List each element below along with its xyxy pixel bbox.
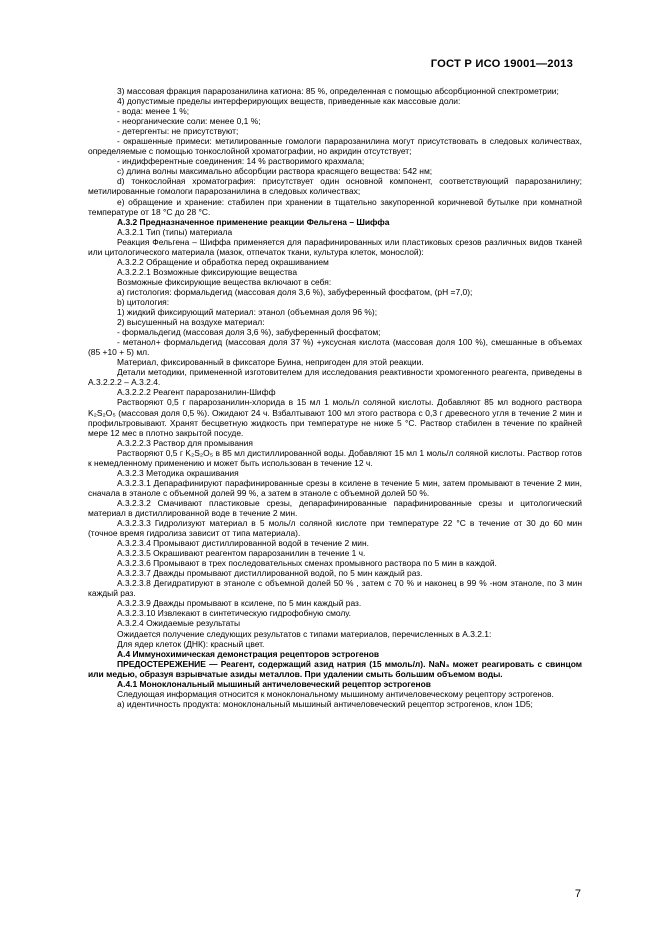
paragraph: Растворяют 0,5 г K₂S₂O₅ в 85 мл дистиллированной воды. Добавляют 15 мл 1 моль/л соляной кислоты. Раствор готов к немедленному применению и может быть использован в течение 12 ч. [88, 447, 582, 468]
paragraph: - метанол+ формальдегид (массовая доля 37 %) +уксусная кислота (массовая доля 100 %), смешанные в объемах (85 +10 + 5) мл. [88, 337, 582, 358]
paragraph: - детергенты: не присутствуют; [117, 126, 239, 137]
paragraph: Материал, фиксированный в фиксаторе Буина, непригоден для этой реакции. [117, 357, 424, 368]
paragraph: a) гистология: формальдегид (массовая доля 3,6 %), забуференный фосфатом, (рН =7,0); [117, 286, 473, 297]
paragraph: d) тонкослойная хроматография: присутствует один основной компонент, соответствующий парарозанилину; метилированные гомологи парарозанилина в следовых количествах; [88, 176, 582, 197]
paragraph: А.3.2.2.2 Реагент парарозанилин-Шифф [117, 387, 276, 398]
paragraph: А.3.2.3.2 Смачивают пластиковые срезы, депарафинированные парафинированные срезы и цитологический материал в дистиллированной воде в течение 2 мин. [88, 497, 582, 518]
paragraph: - вода: менее 1 %; [117, 106, 190, 117]
paragraph: А.3.2.3.8 Дегидратируют в этаноле с объемной долей 50 % , затем с 70 % и наконец в 99 % -ном этаноле, по 3 мин каждый раз. [88, 578, 582, 599]
paragraph: 1) жидкий фиксирующий материал: этанол (объемная доля 96 %); [117, 307, 378, 318]
paragraph: - окрашенные примеси: метилированные гомологи парарозанилина могут присутствовать в следовых количествах, определяемые с помощью тонкослойной хроматографии, но акридин отсутствует; [88, 136, 582, 157]
paragraph: c) длина волны максимально абсорбции раствора красящего вещества: 542 нм; [117, 166, 433, 177]
paragraph: - индифферентные соединения: 14 % растворимого крахмала; [117, 156, 365, 167]
paragraph: - неорганические соли: менее 0,1 %; [117, 116, 261, 127]
document-body [88, 86, 582, 709]
paragraph: А.3.2.3.3 Гидролизуют материал в 5 моль/л соляной кислоте при температуре 22 °С в течение от 30 до 60 мин (точное время гидролиза зависит от типа материала). [88, 518, 582, 539]
paragraph: Возможные фиксирующие вещества включают в себя: [117, 276, 332, 287]
paragraph: А.3.2.3.6 Промывают в трех последовательных сменах промывного раствора по 5 мин в каждой. [117, 558, 497, 569]
paragraph: Ожидается получение следующих результатов с типами материалов, перечисленных в А.3.2.1: [117, 628, 492, 639]
paragraph: 2) высушенный на воздухе материал: [117, 317, 265, 328]
paragraph: А.3.2.4 Ожидаемые результаты [117, 618, 241, 629]
paragraph: Следующая информация относится к моноклональному мышиному античеловеческому рецептору эстрогенов. [117, 688, 554, 699]
paragraph: А.3.2.3.1 Депарафинируют парафинированные срезы в ксилене в течение 5 мин, затем промывают в течение 2 мин, сначала в этаноле с объемной долей 99 %, а затем в этаноле с объемной долей 50 %. [88, 477, 582, 498]
paragraph: А.3.2.3.5 Окрашивают реагентом парарозанилин в течение 1 ч. [117, 548, 366, 559]
paragraph: - формальдегид (массовая доля 3,6 %), забуференный фосфатом; [117, 327, 381, 338]
paragraph: А.3.2.2 Обращение и обработка перед окрашиванием [117, 256, 329, 267]
paragraph: 3) массовая фракция парарозанилина катиона: 85 %, определенная с помощью абсорбционной спектрометрии; [117, 86, 559, 96]
page-number: 7 [574, 888, 581, 900]
paragraph: А.3.2.3 Методика окрашивания [117, 467, 239, 478]
paragraph: ПРЕДОСТЕРЕЖЕНИЕ — Реагент, содержащий азид натрия (15 ммоль/л). NaN₃ может реагировать с свинцом или медью, образуя взрывчатые азиды металлов. При удалении смыть большим объемом воды. [88, 658, 582, 679]
paragraph: Реакция Фельгена – Шиффа применяется для парафинированных или пластиковых срезов различных видов тканей или цитологического материала (мазок, отпечаток ткани, культура клеток, монослой): [88, 236, 582, 257]
paragraph: а) идентичность продукта: моноклональный мышиный античеловеческий рецептор эстрогенов, клон 1D5; [117, 698, 533, 709]
paragraph: А.3.2.1 Тип (типы) материала [117, 226, 233, 237]
paragraph: А.3.2 Предназначенное применение реакции Фельгена – Шиффа [117, 216, 390, 227]
paragraph: А.3.2.3.7 Дважды промывают дистиллированной водой, по 5 мин каждый раз. [117, 568, 423, 579]
paragraph: А.3.2.2.1 Возможные фиксирующие вещества [117, 266, 298, 277]
paragraph: А.3.2.3.10 Извлекают в синтетическую гидрофобную смолу. [117, 608, 352, 619]
paragraph: b) цитология: [117, 296, 170, 307]
paragraph: Растворяют 0,5 г парарозанилин-хлорида в 15 мл 1 моль/л соляной кислоты. Добавляют 85 мл водного раствора K₂S₂O₅ (массовая доля 0,5 %). Ожидают 24 ч. Взбалтывают 100 мл этого раствора с 0,3 г древесного угля в течение 2 мин и профильтровывают. Хранят бесцветную жидкость при температуре не ниже 5 °С. Раствор стабилен в течение по крайней мере 12 мес в плотно закрытой посуде. [88, 397, 582, 438]
paragraph: А.4.1 Моноклональный мышиный античеловеческий рецептор эстрогенов [117, 678, 431, 689]
paragraph: А.3.2.3.9 Дважды промывают в ксилене, по 5 мин каждый раз. [117, 598, 362, 609]
paragraph: e) обращение и хранение: стабилен при хранении в тщательно закупоренной коричневой бутылке при комнатной температуре от 18 °С до 28 °С. [88, 196, 582, 217]
paragraph: Детали методики, примененной изготовителем для исследования реактивности хромогенного реагента, приведены в А.3.2.2.2 – А.3.2.4. [88, 367, 582, 388]
paragraph: А.3.2.3.4 Промывают дистиллированной водой в течение 2 мин. [117, 538, 370, 549]
standard-header: ГОСТ Р ИСО 19001—2013 [430, 58, 573, 70]
paragraph: 4) допустимые пределы интерферирующих веществ, приведенные как массовые доли: [117, 96, 461, 107]
paragraph: Для ядер клеток (ДНК): красный цвет. [117, 638, 265, 649]
paragraph: А.4 Иммунохимическая демонстрация рецепторов эстрогенов [117, 648, 380, 659]
paragraph: А.3.2.2.3 Раствор для промывания [117, 437, 253, 448]
